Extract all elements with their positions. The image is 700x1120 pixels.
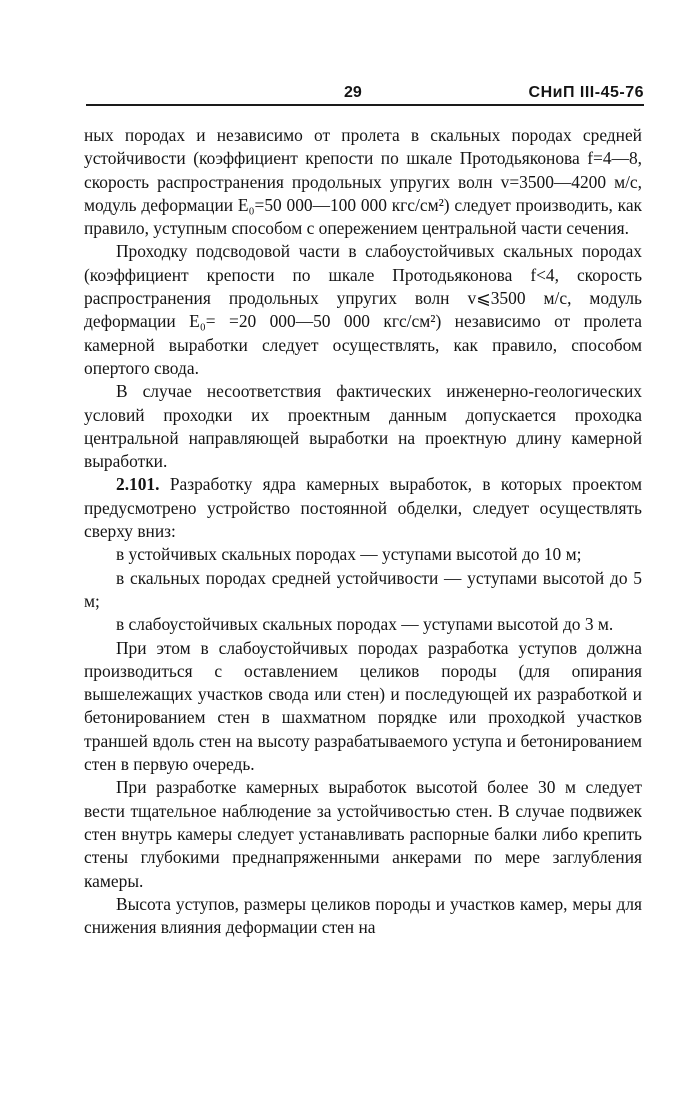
paragraph: Высота уступов, размеры целиков породы и участков камер, меры для снижения влияния деформации стен на — [84, 893, 642, 938]
clause-paragraph — [84, 473, 642, 543]
paragraph: Проходку подсводовой части в слабоустойчивых скальных породах (коэффициент крепости по шкале Протодьяконова f<4, скорость распространения продольных упругих волн v⩽3500 м/с, модуль деформации E₀= =20 000—50 000 кгс/см²) независимо от пролета камерной выработки следует осуществлять, как правило, способом опертого свода. — [84, 241, 642, 378]
list-item: в скальных породах средней устойчивости — уступами высотой до 5 м; — [84, 567, 642, 611]
page-number: 29 — [344, 84, 362, 101]
paragraph: При разработке камерных выработок высотой более 30 м следует вести тщательное наблюдение за устойчивостью стен. В случае подвижек стен внутрь камеры следует устанавливать распорные балки либо крепить стены глубокими преднапряженными анкерами по мере заглубления камеры. — [84, 777, 642, 891]
paragraph: При этом в слабоустойчивых породах разработка уступов должна производиться с оставлением целиков породы (для опирания вышележащих участков свода или стен) и последующей их разработкой и бетонированием стен в шахматном порядке или проходкой участков траншей вдоль стен на высоту разрабатываемого уступа и бетонированием стен в первую очередь. — [84, 637, 642, 775]
body-text — [84, 124, 642, 939]
clause-number: 2.101. — [116, 474, 160, 495]
clause-text: Разработку ядра камерных выработок, в которых проектом предусмотрено устройство постоянной обделки, следует осуществлять сверху вниз: — [84, 474, 642, 542]
paragraph: ных породах и независимо от пролета в скальных породах средней устойчивости (коэффициент крепости по шкале Протодьяконова f=4—8, скорость распространения продольных упругих волн v=3500—4200 м/с, модуль деформации E₀=50 000—100 000 кгс/см²) следует производить, как правило, уступным способом с опережением центральной части сечения. — [84, 125, 642, 239]
list-item: в слабоустойчивых скальных породах — уступами высотой до 3 м. — [116, 614, 614, 635]
document-code: СНиП III-45-76 — [528, 84, 644, 101]
page-header — [82, 80, 644, 106]
list-item: в устойчивых скальных породах — уступами высотой до 10 м; — [116, 544, 582, 565]
paragraph: В случае несоответствия фактических инженерно-геологических условий проходки их проектным данным допускается проходка центральной направляющей выработки на проектную длину камерной выработки. — [84, 381, 642, 472]
header-rule — [86, 104, 644, 106]
